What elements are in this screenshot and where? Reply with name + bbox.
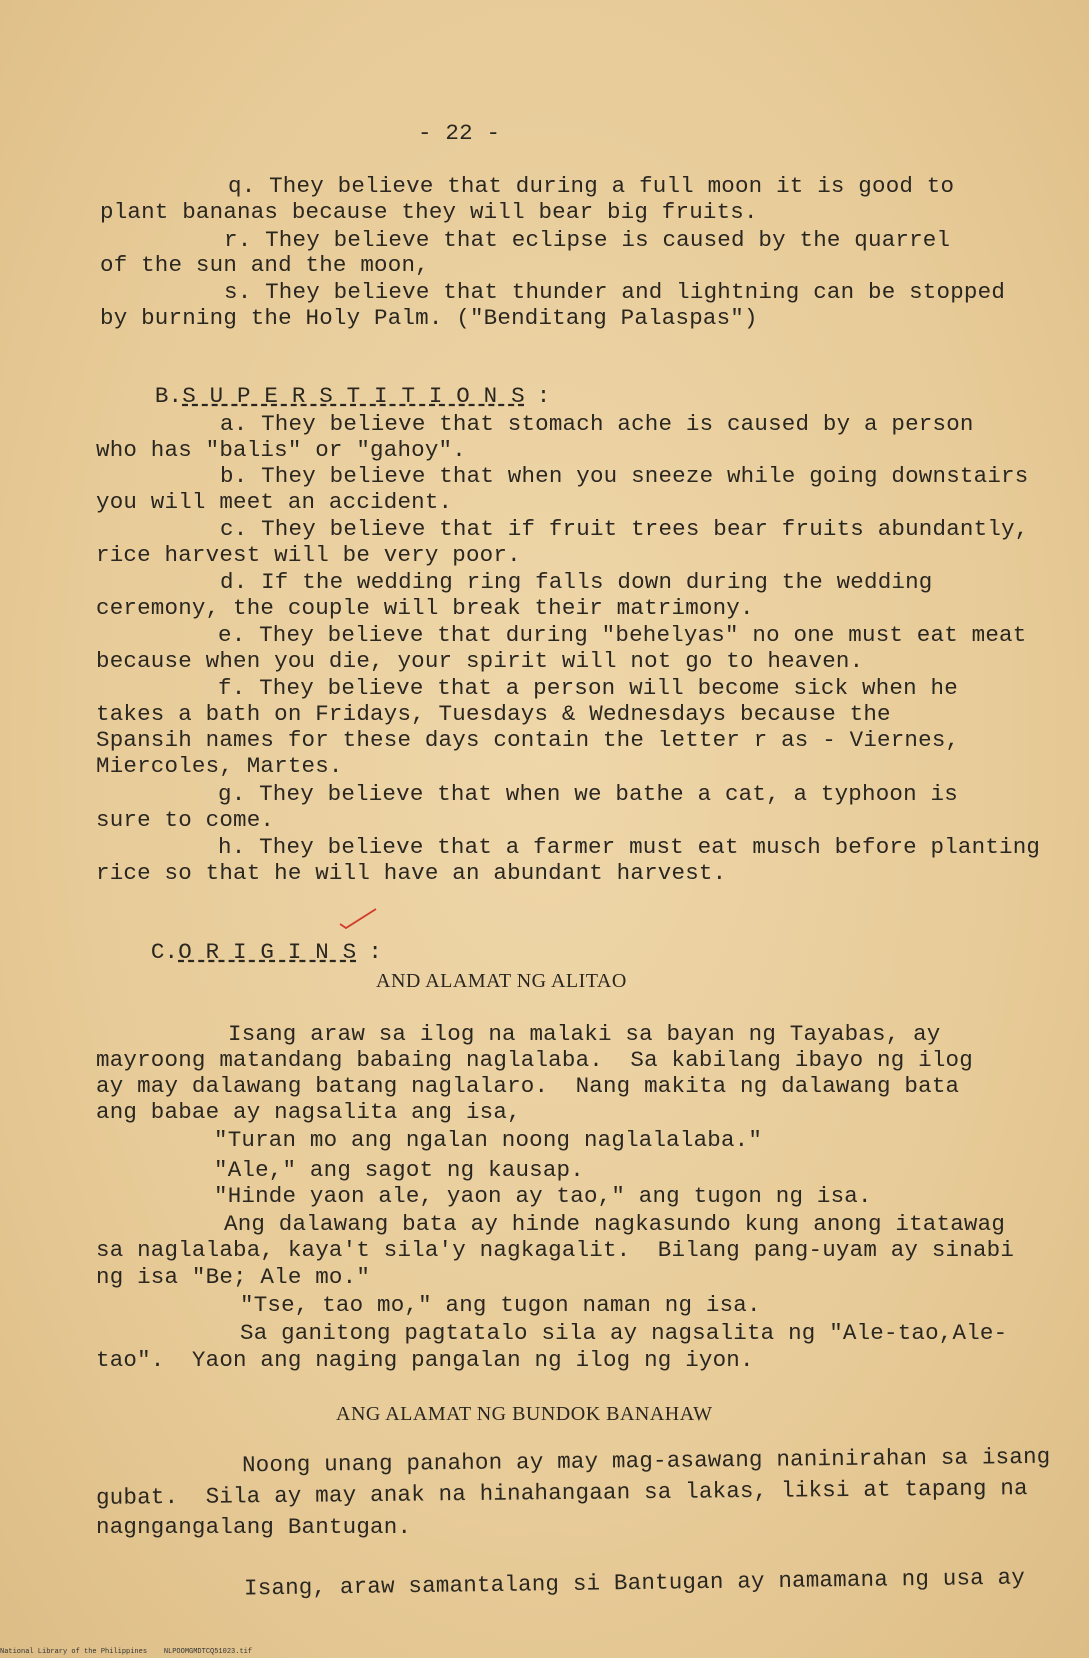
text-line: "Turan mo ang ngalan noong naglalalaba.": [214, 1127, 763, 1153]
text-line: you will meet an accident.: [96, 489, 453, 515]
text-line: sure to come.: [96, 807, 275, 833]
story-title: ANG ALAMAT NG BUNDOK BANAHAW: [336, 1403, 713, 1425]
text-line: Isang araw sa ilog na malaki sa bayan ng Tayabas, ay: [228, 1021, 941, 1047]
text-line: gubat. Sila ay may anak na hinahangaan sa lakas, liksi at tapang na: [95, 1475, 1028, 1511]
text-line: sa naglalaba, kaya't sila'y nagkagalit. Bilang pang-uyam ay sinabi: [96, 1237, 1015, 1263]
text-line: Sa ganitong pagtatalo sila ay nagsalita ng "Ale-tao,Ale-: [240, 1320, 1008, 1346]
text-line: ng isa "Be; Ale mo.": [96, 1264, 371, 1290]
text-line: ay may dalawang batang naglalaro. Nang makita ng dalawang bata: [96, 1073, 960, 1099]
text-line: mayroong matandang babaing naglalaba. Sa kabilang ibayo ng ilog: [96, 1047, 973, 1073]
text-line: ceremony, the couple will break their matrimony.: [96, 595, 754, 621]
section-b-prefix: B.: [154, 383, 183, 409]
text-line: because when you die, your spirit will not go to heaven.: [96, 648, 864, 674]
text-line: takes a bath on Fridays, Tuesdays & Wednesdays because the: [96, 701, 891, 727]
text-line: "Tse, tao mo," ang tugon naman ng isa.: [240, 1292, 761, 1318]
text-line: b. They believe that when you sneeze while going downstairs: [220, 463, 1029, 489]
text-line: rice so that he will have an abundant harvest.: [96, 860, 727, 886]
text-line: tao". Yaon ang naging pangalan ng ilog ng iyon.: [96, 1347, 754, 1373]
text-line: Isang, araw samantalang si Bantugan ay namamana ng usa ay: [243, 1564, 1026, 1602]
text-line: r. They believe that eclipse is caused by the quarrel: [224, 227, 951, 253]
section-c-title: O R I G I N S: [178, 939, 357, 965]
page-number: - 22 -: [418, 120, 501, 146]
text-line: Spansih names for these days contain the letter r as - Viernes,: [96, 727, 960, 753]
text-line: d. If the wedding ring falls down during the wedding: [220, 569, 933, 595]
scan-footer: National Library of the Philippines NLPOOMGMDTCQ51023.tif: [0, 1648, 253, 1656]
text-line: a. They believe that stomach ache is caused by a person: [220, 411, 974, 437]
text-line: rice harvest will be very poor.: [96, 542, 521, 568]
text-line: s. They believe that thunder and lightning can be stopped: [224, 279, 1006, 305]
text-line: nagngangalang Bantugan.: [96, 1514, 412, 1540]
text-line: "Ale," ang sagot ng kausap.: [214, 1157, 584, 1183]
section-b-title: S U P E R S T I T I O N S: [182, 383, 525, 409]
section-c-suffix: :: [368, 939, 383, 965]
text-line: Noong unang panahon ay may mag-asawang naninirahan sa isang: [241, 1443, 1051, 1479]
text-line: q. They believe that during a full moon it is good to: [228, 173, 955, 199]
text-line: f. They believe that a person will become sick when he: [218, 675, 958, 701]
text-line: Miercoles, Martes.: [96, 753, 343, 779]
section-b-suffix: :: [536, 383, 551, 409]
text-line: ang babae ay nagsalita ang isa,: [96, 1099, 521, 1125]
text-line: g. They believe that when we bathe a cat, a typhoon is: [218, 781, 958, 807]
text-line: who has "balis" or "gahoy".: [96, 437, 466, 463]
text-line: "Hinde yaon ale, yaon ay tao," ang tugon ng isa.: [214, 1183, 872, 1209]
text-line: of the sun and the moon,: [100, 252, 429, 278]
section-c-prefix: C.: [150, 939, 179, 965]
text-line: plant bananas because they will bear big fruits.: [100, 199, 758, 225]
check-mark-icon: [338, 906, 378, 930]
text-line: h. They believe that a farmer must eat musch before planting: [218, 834, 1041, 860]
story-title: AND ALAMAT NG ALITAO: [376, 970, 627, 992]
text-line: e. They believe that during "behelyas" no one must eat meat: [218, 622, 1027, 648]
text-line: Ang dalawang bata ay hinde nagkasundo kung anong itatawag: [224, 1211, 1006, 1237]
text-line: c. They believe that if fruit trees bear fruits abundantly,: [220, 516, 1029, 542]
text-line: by burning the Holy Palm. ("Benditang Palaspas"): [100, 305, 758, 331]
